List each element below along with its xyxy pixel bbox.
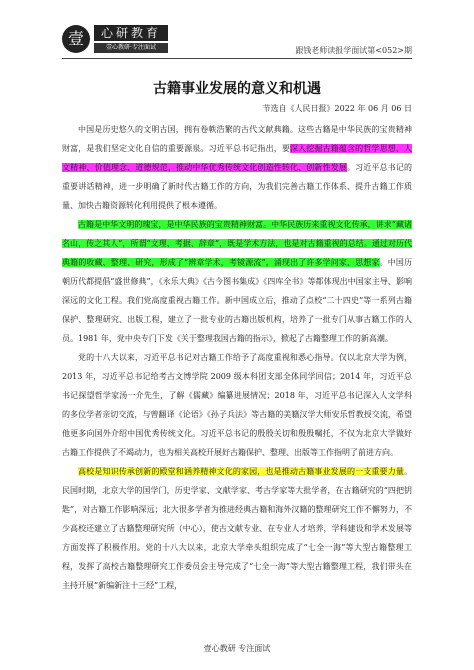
text: 。民国时期，北京大学的国学门，历史学家、文献学家、考古学家等大批学者，在古籍研究的“四把钥匙”，对古籍工作影响深远；北大很多学者为推进经典古籍和海外汉籍的整理研究工作不懈努力，不少高校还建立了古籍整理研究所（中心），使古文献专业、在专业人才培养，学科建设和学术发展等方面发挥了积极作用。党的十八大以来，北京大学牵头组织完成了“七全一海”等大型古籍整理工程，发挥了高校古籍整理研究工作委员会主导完成了“七全一海”等大型古籍整理工程，我们带头在主持开展“新编新注十三经”工程， [62,467,412,590]
highlight-magenta: 深入挖掘古籍蕴含的哲学思想、人文精神、价值理念、道德规范，推动中华优秀传统文化创造性转化、创新性发展 [62,144,412,172]
article-body [62,120,412,595]
series-title: 跟钱老师读报学面试第<052>期 [295,46,412,55]
paragraph-3 [62,348,412,462]
logo-name: 心研教育 [94,25,168,41]
logo [62,25,167,55]
paragraph-4 [62,462,412,595]
logo-slogan: 壹心教研·专注面试 [94,43,168,53]
text: 党的十八大以来，习近平总书记对古籍工作给予了高度重视和悉心指导。仅以北京大学为例，2013 年，习近平总书记给考古文博学院 2009 级本科团支部全体同学回信；2014 年，习近平总书记探望哲学家汤一介先生，了解《儒藏》编纂进展情况；2018 年，习近平总书记深入人文学科的多位学者亲切交流，与曾翻译《论语》《孙子兵法》等古籍的美籍汉学大师安乐哲教授交流，希望他更多向国外介绍中国优秀传统文化。习近平总书记的殷殷关切和殷殷嘱托，不仅为北京大学做好古籍工作提供了不竭动力，也为相关高校开展好古籍保护、整理、出版等工作指明了前进方向。 [62,353,412,457]
paragraph-1 [62,120,412,215]
paragraph-2 [62,215,412,348]
page-footer: 壹心教研 专注面试 [203,644,271,653]
article-title: 古籍事业发展的意义和机遇 [153,81,321,97]
article-source: 节选自《人民日报》2022 年 06 月 06 日 [262,104,412,113]
text: 。习近平总书记的重要讲话精神，进一步明确了新时代古籍工作的方向，为我们完善古籍工作体系、提升古籍工作质量、加快古籍资源转化利用提供了根本遵循。 [62,163,412,210]
highlight-green: 古籍是中华文明的瑰宝，是中华民族的宝贵精神财富。中华民族历来重视文化传承，讲求“藏诸名山，传之其人”，所谓“文理、考据、辞章”，既是学术方法，也是对古籍重视的总结。通过对历代典籍的收藏、整理、研究，形成了“辨章学术，考镜源流”，涌现出了许多学问家、思想家 [62,220,412,267]
highlight-yellow: 高校是知识传承创新的殿堂和涵养精神文化的家园，也是推动古籍事业发展的一支重要力量 [78,467,404,476]
text: 。中国历朝历代都提倡“盛世修典”，《永乐大典》《古今图书集成》《四库全书》等都体现出中国家主导、影响深远的文化工程。我们党高度重视古籍工作。新中国成立后，推动了点校“二十四史”等一系列古籍保护、整理研究、出版工程，建立了一批专业的古籍出版机构，培养了一批专门从事古籍工作的人员。1981 年，党中央专门下发《关于整理我国古籍的指示》，掀起了古籍整理工作的新高潮。 [62,258,412,343]
header-rule [62,58,412,59]
page-header [0,0,474,60]
logo-mark: 壹 [62,25,90,53]
text: 中国是历史悠久的文明古国，拥有卷帙浩繁的古代文献典籍。这些古籍是中华民族的宝贵精神财富，是我们坚定文化自信的重要源泉。习近平总书记指出，要 [62,125,412,153]
